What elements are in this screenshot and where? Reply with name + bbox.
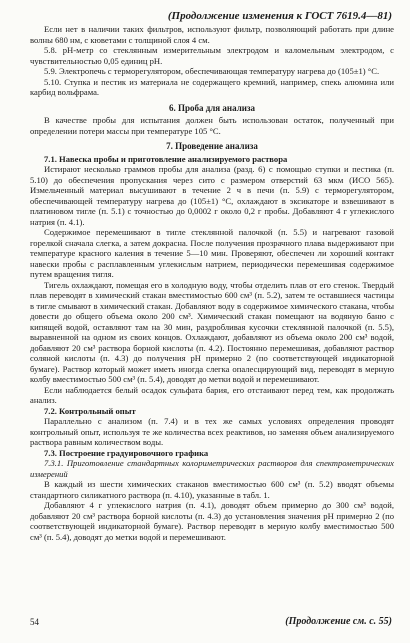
paragraph: 5.8. pH-метр со стеклянным измерительным электродом и каломельным электродом, с чувствительностью 0,05 единиц pH. <box>30 45 394 66</box>
paragraph: Параллельно с анализом (п. 7.4) и в тех же самых условиях определения проводят контрольный опыт, используя те же количества всех реактивов, но заменяя объем анализируемого раствора равным количеством воды. <box>30 416 394 447</box>
subsection-title-7-3-1: 7.3.1. Приготовление стандартных колориметрических растворов для спектрометрических измерений <box>30 458 394 479</box>
paragraph: Добавляют 4 г углекислого натрия (п. 4.1), доводят объем примерно до 300 см³ водой, добавляют 20 см³ раствора борной кислоты (п. 4.3) до установления значения pH примерно 2 (по соответствующей индикаторной бумаге). Раствор переводят в мерную колбу вместимостью 500 см³ (п. 5.4), доводят до метки водой и перемешивают. <box>30 500 394 542</box>
page-number: 54 <box>30 617 39 627</box>
paragraph: Если нет в наличии таких фильтров, используют фильтр, позволяющий работать при длине волны 680 нм, с кюветами с толщиной слоя 4 см. <box>30 24 394 45</box>
document-body <box>30 24 394 542</box>
paragraph: Если наблюдается белый осадок сульфата бария, его отстаивают перед тем, как продолжать анализ. <box>30 384 394 405</box>
paragraph: Содержимое перемешивают в тигле стеклянной палочкой (п. 5.5) и нагревают газовой горелкой сначала слегка, а затем докрасна. После получения прозрачного плава выдерживают при температуре красного каления в течение 5—10 мин. Проверяют, обеспечен ли хороший контакт навески пробы с расплавленным углекислым натрием, периодически перемешивая содержимое путем вращения тигля. <box>30 227 394 279</box>
section-heading-6: 6. Проба для анализа <box>168 102 256 113</box>
section-heading-7: 7. Проведение анализа <box>166 141 258 151</box>
paragraph: 5.9. Электропечь с терморегулятором, обеспечивающая температуру нагрева до (105±1) °С. <box>44 66 380 76</box>
paragraph: В качестве пробы для испытания должен быть использован остаток, полученный при определении потери массы при температуре 105 °С. <box>30 115 394 136</box>
subsection-title-7-1: 7.1. Навеска пробы и приготовление анализируемого раствора <box>44 153 288 164</box>
subsection-title-7-3: 7.3. Построение градуировочного графика <box>44 447 209 458</box>
continued-note: (Продолжение см. с. 55) <box>285 616 392 627</box>
paragraph: В каждый из шести химических стаканов вместимостью 600 см³ (п. 5.2) вводят объемы стандартного силикатного раствора (п. 4.10), указанные в табл. 1. <box>30 479 394 500</box>
subsection-title-7-2: 7.2. Контрольный опыт <box>44 405 136 416</box>
page-header: (Продолжение изменения к ГОСТ 7619.4—81) <box>167 10 392 22</box>
paragraph: Истирают несколько граммов пробы для анализа (разд. 6) с помощью ступки и пестика (п. 5.10) до обеспечения пропускания через сито с размером отверстий 63 мкм (ИСО 565). Измельченный материал высушивают в течение 2 ч в печи (п. 5.9) с терморегулятором, обеспечивающей температуру нагрева до (105±1) °С, охлаждают в эксикаторе и взвешивают в платиновом тигле (п. 5.1) с точностью до 0,0002 г около 0,2 г пробы. Добавляют 4 г углекислого натрия (п. 4.1). <box>30 164 394 227</box>
paragraph: 5.10. Ступка и пестик из материала не содержащего кремний, например, спекь алюмина или карбид вольфрама. <box>30 76 394 97</box>
paragraph: Тигель охлаждают, помещая его в холодную воду, чтобы отделить плав от его стенок. Твердый плав переводят в химический стакан вместимостью 600 см³ (п. 5.2), затем те оставшиеся частицы в тигле смывают в химический стакан. Добавляют воду в содержимое химического стакана, чтобы довести до общего объема около 200 см³. Химический стакан помещают на водяную баню с кипящей водой, оставляют там на 30 мин, раздробливая кусочки стеклянной палочкой (п. 5.5), выравненной на одном из своих концов. Охлаждают, добавляют из объема около 200 см³ водой, добавляют 20 см³ раствора борной кислоты (п. 4.2). Постоянно перемешивая, добавляют раствор соляной кислоты (п. 4.3) до получения pH примерно 2 (по соответствующей индикаторной бумаге). Раствор который может иметь иногда слегка опалесцирующий вид, переводят в мерную колбу вместимостью 500 см³ (п. 5.4), доводят до метки водой и перемешивают. <box>30 279 394 384</box>
